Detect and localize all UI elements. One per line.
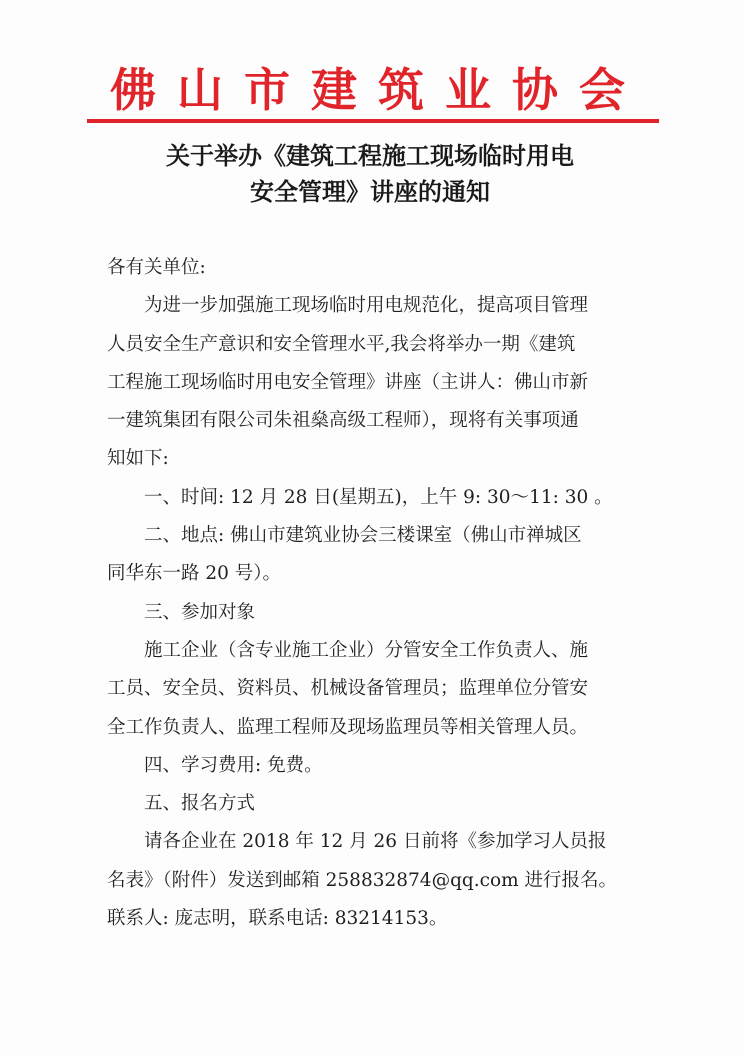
salutation: 各有关单位: bbox=[107, 257, 206, 278]
organization-header: 佛山市建筑业协会 bbox=[110, 63, 646, 117]
item-location-line-2: 同华东一路 20 号）。 bbox=[107, 563, 282, 585]
intro-line-1: 为进一步加强施工现场临时用电规范化，提高项目管理 bbox=[144, 295, 589, 317]
intro-line-4: 一建筑集团有限公司朱祖燊高级工程师），现将有关事项通 bbox=[107, 410, 579, 432]
title-line-2: 安全管理》讲座的通知 bbox=[250, 178, 490, 206]
header-red-rule bbox=[87, 119, 659, 123]
notice-title bbox=[90, 138, 650, 210]
item-registration-heading: 五、报名方式 bbox=[144, 793, 256, 815]
item-location-line-1: 二、地点: 佛山市建筑业协会三楼课室（佛山市禅城区 bbox=[144, 525, 582, 547]
title-line-1: 关于举办《建筑工程施工现场临时用电 bbox=[166, 142, 574, 170]
item-participants-line-2: 工员、安全员、资料员、机械设备管理员；监理单位分管安 bbox=[107, 678, 589, 700]
item-time: 一、时间: 12 月 28 日(星期五)，上午 9: 30～11: 30 。 bbox=[144, 486, 613, 508]
intro-line-3: 工程施工现场临时用电安全管理》讲座（主讲人：佛山市新 bbox=[107, 371, 589, 393]
item-registration-line-2: 名表》（附件）发送到邮箱 258832874@qq.com 进行报名。 bbox=[107, 869, 618, 891]
item-fee: 四、学习费用: 免费。 bbox=[144, 754, 323, 776]
item-registration-line-1: 请各企业在 2018 年 12 月 26 日前将《参加学习人员报 bbox=[144, 831, 607, 853]
item-participants-line-3: 全工作负责人、监理工程师及现场监理员等相关管理人员。 bbox=[107, 716, 589, 738]
intro-line-2: 人员安全生产意识和安全管理水平,我会将举办一期《建筑 bbox=[107, 333, 576, 355]
item-participants-heading: 三、参加对象 bbox=[144, 601, 256, 623]
item-contact: 联系人: 庞志明，联系电话: 83214153。 bbox=[107, 908, 448, 930]
item-participants-line-1: 施工企业（含专业施工企业）分管安全工作负责人、施 bbox=[144, 639, 589, 661]
intro-line-5: 知如下: bbox=[107, 448, 169, 470]
notice-body bbox=[107, 249, 647, 938]
